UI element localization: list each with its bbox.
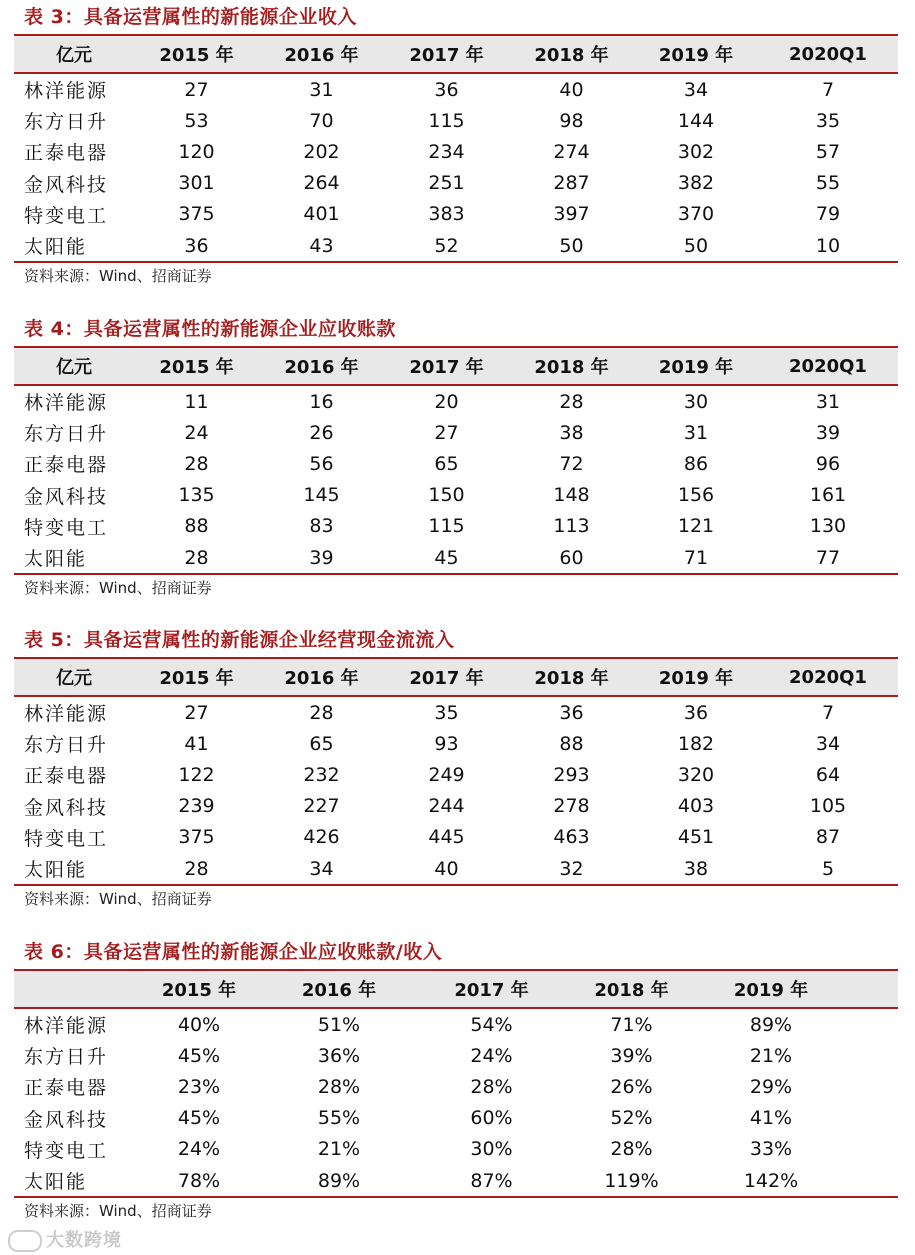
table-cell: 28% bbox=[317, 1075, 361, 1098]
table-cell: 41 bbox=[184, 732, 209, 755]
table-cell: 302 bbox=[677, 140, 715, 163]
table-row bbox=[14, 105, 898, 136]
table-cell: 120 bbox=[178, 140, 215, 163]
table-cell: 161 bbox=[809, 484, 847, 507]
table-cell: 16 bbox=[309, 390, 334, 413]
row-label: 正泰电器 bbox=[24, 142, 109, 165]
table-cell: 401 bbox=[303, 203, 340, 226]
row-label: 东方日升 bbox=[24, 111, 109, 134]
row-label: 林洋能源 bbox=[24, 392, 109, 415]
table-cell: 144 bbox=[677, 109, 715, 132]
row-label: 金风科技 bbox=[24, 485, 109, 508]
table-row bbox=[14, 1040, 898, 1071]
table-cell: 28% bbox=[470, 1075, 513, 1098]
column-header: 2016 年 bbox=[284, 357, 359, 378]
table-cell: 115 bbox=[428, 109, 465, 132]
table-cell: 39 bbox=[815, 421, 841, 444]
table-cell: 60 bbox=[559, 546, 584, 569]
table-cell: 30 bbox=[683, 390, 709, 413]
table-row bbox=[14, 1103, 898, 1134]
column-header: 2015 年 bbox=[159, 668, 234, 689]
column-header: 亿元 bbox=[56, 668, 92, 689]
table-cell: 45 bbox=[434, 546, 459, 569]
table-cell: 72 bbox=[559, 452, 584, 475]
table-row bbox=[14, 417, 898, 448]
column-header: 2019 年 bbox=[658, 668, 734, 689]
table-cell: 39% bbox=[610, 1044, 653, 1067]
table-row bbox=[14, 230, 898, 261]
table-cell: 122 bbox=[178, 763, 215, 786]
table-cell: 52% bbox=[610, 1107, 653, 1130]
source-note: 资料来源：Wind、招商证券 bbox=[24, 1202, 212, 1221]
table-cell: 79 bbox=[815, 203, 841, 226]
table-cell: 113 bbox=[553, 515, 590, 538]
row-label: 正泰电器 bbox=[24, 454, 109, 477]
table-cell: 78% bbox=[177, 1169, 221, 1192]
table-cell: 86 bbox=[683, 452, 709, 475]
table-cell: 36 bbox=[184, 234, 209, 257]
table-cell: 397 bbox=[553, 203, 590, 226]
table-cell: 87 bbox=[815, 826, 841, 849]
table-cell: 182 bbox=[677, 732, 715, 755]
table-cell: 11 bbox=[184, 390, 209, 413]
table-cell: 38 bbox=[559, 421, 584, 444]
table-cell: 45% bbox=[177, 1107, 221, 1130]
table-cell: 24 bbox=[184, 421, 209, 444]
source-note: 资料来源：Wind、招商证券 bbox=[24, 267, 212, 286]
table-cell: 142% bbox=[743, 1169, 799, 1192]
table-cell: 45% bbox=[177, 1044, 221, 1067]
table-cell: 202 bbox=[303, 140, 340, 163]
table-cell: 10 bbox=[815, 234, 841, 257]
table-cell: 21% bbox=[749, 1044, 793, 1067]
table-cell: 23% bbox=[177, 1075, 221, 1098]
table-cell: 38 bbox=[683, 857, 709, 880]
table-cell: 40 bbox=[434, 857, 459, 880]
table-cell: 28 bbox=[559, 390, 584, 413]
table-cell: 382 bbox=[677, 172, 715, 195]
row-label: 东方日升 bbox=[24, 1046, 109, 1069]
table-cell: 64 bbox=[815, 763, 841, 786]
row-label: 特变电工 bbox=[24, 1139, 109, 1162]
column-header: 2017 年 bbox=[409, 357, 484, 378]
table-cell: 115 bbox=[428, 515, 465, 538]
table-cell: 403 bbox=[677, 795, 715, 818]
table-cell: 27 bbox=[184, 701, 209, 724]
column-header: 2017 年 bbox=[454, 980, 529, 1001]
table-cell: 70 bbox=[309, 109, 334, 132]
table-cell: 28% bbox=[610, 1138, 653, 1161]
table-header-row bbox=[14, 657, 898, 697]
table-cell: 445 bbox=[428, 826, 465, 849]
column-header: 2016 年 bbox=[301, 980, 377, 1001]
table-cell: 32 bbox=[559, 857, 584, 880]
table-cell: 148 bbox=[553, 484, 590, 507]
row-label: 林洋能源 bbox=[24, 703, 109, 726]
column-header: 2019 年 bbox=[658, 357, 734, 378]
watermark-logo-icon bbox=[8, 1230, 42, 1252]
data-table bbox=[14, 346, 898, 575]
table-cell: 28 bbox=[309, 701, 334, 724]
table-cell: 88 bbox=[559, 732, 584, 755]
table-cell: 383 bbox=[428, 203, 465, 226]
source-note: 资料来源：Wind、招商证券 bbox=[24, 579, 212, 598]
table-title: 表 4：具备运营属性的新能源企业应收账款 bbox=[24, 318, 396, 340]
data-table bbox=[14, 657, 898, 886]
table-row bbox=[14, 1165, 898, 1196]
table-bottom-rule bbox=[14, 573, 898, 575]
table-cell: 71% bbox=[610, 1013, 653, 1036]
table-cell: 20 bbox=[434, 390, 459, 413]
table-row bbox=[14, 1071, 898, 1102]
table-cell: 7 bbox=[821, 78, 835, 101]
column-header: 2017 年 bbox=[409, 45, 484, 66]
table-cell: 26 bbox=[309, 421, 334, 444]
table-cell: 28 bbox=[184, 452, 209, 475]
table-cell: 57 bbox=[815, 140, 841, 163]
table-row bbox=[14, 480, 898, 511]
table-cell: 89% bbox=[317, 1169, 361, 1192]
table-row bbox=[14, 1009, 898, 1040]
row-label: 林洋能源 bbox=[24, 1015, 109, 1038]
table-cell: 60% bbox=[470, 1107, 513, 1130]
table-header-row bbox=[14, 346, 898, 386]
table-cell: 36 bbox=[434, 78, 459, 101]
table-cell: 65 bbox=[434, 452, 459, 475]
table-row bbox=[14, 822, 898, 853]
table-cell: 156 bbox=[677, 484, 715, 507]
table-cell: 98 bbox=[559, 109, 584, 132]
table-cell: 55 bbox=[815, 172, 841, 195]
column-header: 2018 年 bbox=[534, 45, 609, 66]
table-cell: 55% bbox=[317, 1107, 361, 1130]
table-cell: 105 bbox=[809, 795, 847, 818]
table-cell: 264 bbox=[303, 172, 340, 195]
table-cell: 28 bbox=[184, 857, 209, 880]
row-label: 东方日升 bbox=[24, 734, 109, 757]
table-row bbox=[14, 199, 898, 230]
table-cell: 451 bbox=[677, 826, 715, 849]
row-label: 金风科技 bbox=[24, 173, 109, 196]
table-cell: 39 bbox=[309, 546, 334, 569]
table-row bbox=[14, 759, 898, 790]
table-cell: 28 bbox=[184, 546, 209, 569]
table-cell: 35 bbox=[815, 109, 841, 132]
column-header: 2020Q1 bbox=[789, 355, 867, 377]
data-table bbox=[14, 969, 898, 1198]
table-cell: 27 bbox=[434, 421, 459, 444]
table-bottom-rule bbox=[14, 1196, 898, 1198]
source-note: 资料来源：Wind、招商证券 bbox=[24, 890, 212, 909]
column-header: 2020Q1 bbox=[789, 666, 867, 688]
table-cell: 88 bbox=[184, 515, 209, 538]
table-bottom-rule bbox=[14, 884, 898, 886]
row-label: 太阳能 bbox=[24, 236, 88, 259]
table-cell: 121 bbox=[677, 515, 715, 538]
table-cell: 40% bbox=[177, 1013, 221, 1036]
table-cell: 51% bbox=[317, 1013, 361, 1036]
table-cell: 36% bbox=[317, 1044, 361, 1067]
table-row bbox=[14, 697, 898, 728]
table-row bbox=[14, 728, 898, 759]
table-cell: 56 bbox=[309, 452, 334, 475]
table-title: 表 6：具备运营属性的新能源企业应收账款/收入 bbox=[24, 941, 443, 963]
table-cell: 463 bbox=[553, 826, 590, 849]
row-label: 太阳能 bbox=[24, 1171, 88, 1194]
table-cell: 29% bbox=[749, 1075, 793, 1098]
table-cell: 43 bbox=[309, 234, 334, 257]
table-cell: 27 bbox=[184, 78, 209, 101]
table-header-row bbox=[14, 34, 898, 74]
row-label: 太阳能 bbox=[24, 859, 88, 882]
column-header: 亿元 bbox=[56, 357, 92, 378]
table-cell: 50 bbox=[559, 234, 584, 257]
table-cell: 33% bbox=[749, 1138, 793, 1161]
column-header: 亿元 bbox=[56, 45, 92, 66]
table-cell: 24% bbox=[470, 1044, 513, 1067]
table-cell: 234 bbox=[428, 140, 465, 163]
table-row bbox=[14, 168, 898, 199]
row-label: 特变电工 bbox=[24, 827, 109, 850]
table-cell: 50 bbox=[683, 234, 709, 257]
table-cell: 5 bbox=[821, 857, 835, 880]
row-label: 东方日升 bbox=[24, 423, 109, 446]
row-label: 特变电工 bbox=[24, 204, 109, 227]
column-header: 2015 年 bbox=[159, 45, 234, 66]
column-header: 2020Q1 bbox=[789, 43, 867, 65]
table-cell: 30% bbox=[470, 1138, 513, 1161]
table-cell: 426 bbox=[303, 826, 340, 849]
table-cell: 52 bbox=[434, 234, 459, 257]
table-title: 表 3：具备运营属性的新能源企业收入 bbox=[24, 6, 357, 28]
row-label: 正泰电器 bbox=[24, 765, 109, 788]
table-cell: 87% bbox=[470, 1169, 513, 1192]
table-cell: 150 bbox=[428, 484, 465, 507]
column-header: 2019 年 bbox=[658, 45, 734, 66]
table-cell: 53 bbox=[184, 109, 209, 132]
table-cell: 31 bbox=[815, 390, 841, 413]
column-header: 2016 年 bbox=[284, 668, 359, 689]
table-row bbox=[14, 74, 898, 105]
column-header: 2015 年 bbox=[161, 980, 237, 1001]
table-cell: 31 bbox=[683, 421, 709, 444]
row-label: 林洋能源 bbox=[24, 80, 109, 103]
row-label: 金风科技 bbox=[24, 796, 109, 819]
table-row bbox=[14, 448, 898, 479]
table-cell: 249 bbox=[428, 763, 465, 786]
table-cell: 31 bbox=[309, 78, 334, 101]
table-cell: 34 bbox=[309, 857, 334, 880]
table-cell: 130 bbox=[809, 515, 847, 538]
table-bottom-rule bbox=[14, 261, 898, 263]
table-cell: 287 bbox=[553, 172, 590, 195]
table-cell: 26% bbox=[610, 1075, 653, 1098]
table-cell: 93 bbox=[434, 732, 459, 755]
table-row bbox=[14, 136, 898, 167]
table-cell: 244 bbox=[428, 795, 465, 818]
row-label: 特变电工 bbox=[24, 516, 109, 539]
table-cell: 24% bbox=[177, 1138, 221, 1161]
table-cell: 278 bbox=[553, 795, 590, 818]
table-cell: 119% bbox=[604, 1169, 659, 1192]
table-row bbox=[14, 542, 898, 573]
table-cell: 77 bbox=[815, 546, 841, 569]
table-cell: 232 bbox=[303, 763, 340, 786]
table-cell: 7 bbox=[821, 701, 835, 724]
table-cell: 370 bbox=[677, 203, 715, 226]
column-header: 2015 年 bbox=[159, 357, 234, 378]
table-cell: 34 bbox=[683, 78, 709, 101]
watermark-text: 大数跨境 bbox=[46, 1230, 122, 1251]
table-cell: 89% bbox=[749, 1013, 793, 1036]
column-header: 2016 年 bbox=[284, 45, 359, 66]
table-cell: 36 bbox=[683, 701, 709, 724]
table-cell: 375 bbox=[178, 203, 215, 226]
table-cell: 34 bbox=[815, 732, 841, 755]
table-cell: 96 bbox=[815, 452, 841, 475]
table-cell: 83 bbox=[309, 515, 334, 538]
column-header: 2018 年 bbox=[534, 357, 609, 378]
table-cell: 71 bbox=[683, 546, 709, 569]
column-header: 2019 年 bbox=[733, 980, 809, 1001]
table-row bbox=[14, 853, 898, 884]
table-cell: 320 bbox=[677, 763, 715, 786]
table-cell: 65 bbox=[309, 732, 334, 755]
table-cell: 54% bbox=[470, 1013, 513, 1036]
table-cell: 145 bbox=[303, 484, 340, 507]
row-label: 太阳能 bbox=[24, 548, 88, 571]
table-cell: 21% bbox=[317, 1138, 361, 1161]
table-cell: 301 bbox=[178, 172, 215, 195]
table-cell: 274 bbox=[553, 140, 590, 163]
table-cell: 35 bbox=[434, 701, 459, 724]
table-cell: 227 bbox=[303, 795, 340, 818]
table-row bbox=[14, 386, 898, 417]
data-table bbox=[14, 34, 898, 263]
table-row bbox=[14, 1134, 898, 1165]
table-cell: 239 bbox=[178, 795, 215, 818]
row-label: 正泰电器 bbox=[24, 1077, 109, 1100]
table-cell: 36 bbox=[559, 701, 584, 724]
table-cell: 375 bbox=[178, 826, 215, 849]
table-cell: 40 bbox=[559, 78, 584, 101]
table-cell: 251 bbox=[428, 172, 465, 195]
column-header: 2018 年 bbox=[594, 980, 669, 1001]
column-header: 2017 年 bbox=[409, 668, 484, 689]
table-header-row bbox=[14, 969, 898, 1009]
column-header: 2018 年 bbox=[534, 668, 609, 689]
table-title: 表 5：具备运营属性的新能源企业经营现金流流入 bbox=[24, 629, 455, 651]
table-cell: 293 bbox=[553, 763, 590, 786]
watermark bbox=[8, 1226, 122, 1252]
table-cell: 41% bbox=[749, 1107, 793, 1130]
table-row bbox=[14, 791, 898, 822]
row-label: 金风科技 bbox=[24, 1108, 109, 1131]
table-row bbox=[14, 511, 898, 542]
table-cell: 135 bbox=[178, 484, 215, 507]
